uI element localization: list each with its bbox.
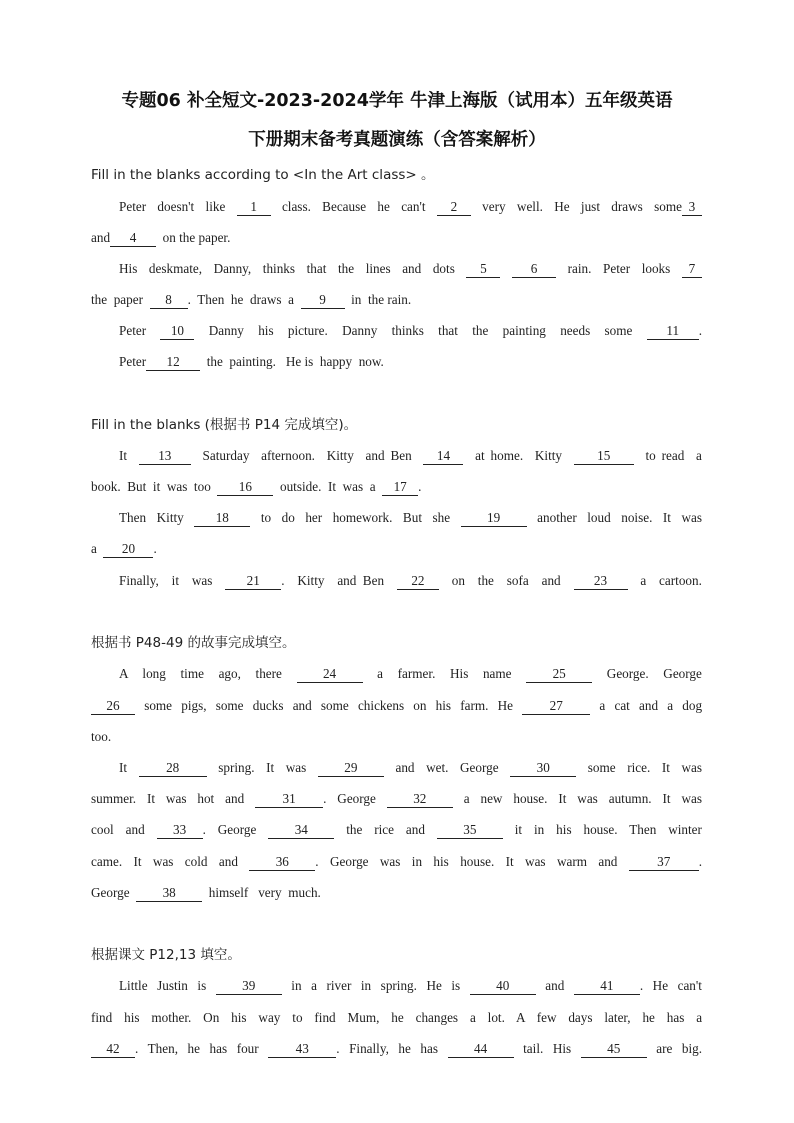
answer-blank[interactable]: 25 — [526, 666, 592, 683]
passage-text: tail. His — [513, 1041, 581, 1056]
text-line — [91, 1040, 702, 1058]
answer-blank[interactable]: 44 — [448, 1041, 514, 1058]
answer-blank[interactable]: 13 — [139, 448, 191, 465]
text-line — [119, 509, 702, 527]
answer-blank[interactable]: 34 — [268, 822, 334, 839]
passage-text: a farmer. His name — [362, 666, 527, 681]
passage-text: and — [535, 978, 574, 993]
answer-blank[interactable]: 17 — [382, 479, 418, 496]
passage-text: . George was in his house. It was warm and — [315, 854, 629, 869]
answer-blank[interactable]: 36 — [249, 854, 315, 871]
passage-text — [500, 261, 512, 276]
answer-blank[interactable]: 42 — [91, 1041, 135, 1058]
text-line — [91, 821, 702, 839]
page-subtitle: 下册期末备考真题演练（含答案解析） — [248, 130, 546, 150]
section-heading: 根据课文 P12,13 填空。 — [91, 947, 241, 963]
text-line — [91, 728, 111, 746]
answer-blank[interactable]: 21 — [225, 573, 281, 590]
answer-blank[interactable]: 39 — [216, 978, 282, 995]
passage-text: cool and — [91, 822, 157, 837]
passage-text: . Then, he has four — [135, 1041, 269, 1056]
answer-blank[interactable]: 27 — [522, 698, 590, 715]
text-line — [91, 291, 411, 309]
passage-text: and wet. George — [383, 760, 511, 775]
page-title: 专题06 补全短文-2023-2024学年 牛津上海版（试用本）五年级英语 — [121, 91, 673, 111]
answer-blank[interactable]: 11 — [647, 323, 699, 340]
passage-text: . Finally, he has — [336, 1041, 448, 1056]
answer-blank[interactable]: 15 — [574, 448, 634, 465]
passage-text: another loud noise. It was — [526, 510, 702, 525]
passage-text: . He can't — [639, 978, 702, 993]
passage-text: a new house. It was autumn. It was — [452, 791, 702, 806]
passage-text: outside. It was a — [273, 479, 383, 494]
answer-blank[interactable]: 33 — [157, 822, 203, 839]
passage-text: in the rain. — [344, 292, 412, 307]
passage-text: Danny his picture. Danny thinks that the painting needs some — [194, 323, 647, 338]
passage-text: are big. — [646, 1041, 703, 1056]
answer-blank[interactable]: 4 — [110, 230, 156, 247]
answer-blank[interactable]: 31 — [255, 791, 323, 808]
passage-text: at home. Kitty — [463, 448, 574, 463]
answer-blank[interactable]: 12 — [146, 354, 200, 371]
passage-text: Peter doesn't like — [119, 199, 237, 214]
passage-text: Finally, it was — [119, 573, 226, 588]
passage-text: a cartoon. — [627, 573, 702, 588]
answer-blank[interactable]: 26 — [91, 698, 135, 715]
text-line — [119, 572, 702, 590]
passage-text: It — [119, 760, 139, 775]
answer-blank[interactable]: 8 — [150, 292, 188, 309]
answer-blank[interactable]: 2 — [437, 199, 471, 216]
text-line — [91, 540, 157, 558]
passage-text: and — [91, 230, 111, 245]
passage-text: to read a — [633, 448, 702, 463]
answer-blank[interactable]: 29 — [318, 760, 384, 777]
passage-text: on the sofa and — [438, 573, 574, 588]
passage-text: very well. He just draws some — [470, 199, 682, 214]
answer-blank[interactable]: 37 — [629, 854, 699, 871]
text-line — [119, 447, 702, 465]
text-line — [119, 260, 702, 278]
text-line — [91, 478, 421, 496]
answer-blank[interactable]: 45 — [581, 1041, 647, 1058]
passage-text: some pigs, some ducks and some chickens on his farm. He — [135, 698, 523, 713]
section-heading: 根据书 P48-49 的故事完成填空。 — [91, 635, 296, 651]
answer-blank[interactable]: 18 — [194, 510, 250, 527]
answer-blank[interactable]: 43 — [268, 1041, 336, 1058]
answer-blank[interactable]: 38 — [136, 885, 202, 902]
text-line — [91, 229, 230, 247]
text-line — [119, 353, 384, 371]
passage-text: the paper — [91, 292, 150, 307]
passage-text: . Kitty and Ben — [281, 573, 397, 588]
passage-text: . — [698, 854, 703, 869]
answer-blank[interactable]: 16 — [217, 479, 273, 496]
passage-text: a — [91, 541, 104, 556]
passage-text: . — [418, 479, 422, 494]
passage-text: a cat and a dog — [590, 698, 703, 713]
passage-text: Then Kitty — [119, 510, 195, 525]
passage-text: in a river in spring. He is — [281, 978, 470, 993]
text-line — [119, 322, 702, 340]
answer-blank[interactable]: 32 — [387, 791, 453, 808]
text-line — [119, 759, 702, 777]
passage-text: . George — [202, 822, 269, 837]
text-line — [91, 884, 321, 902]
passage-text: Peter — [119, 354, 147, 369]
passage-text: . George — [323, 791, 387, 806]
passage-text: book. But it was too — [91, 479, 218, 494]
passage-text: Peter — [119, 323, 161, 338]
text-line — [91, 790, 702, 808]
passage-text: find his mother. On his way to find Mum, he changes a lot. A few days later, he has a — [91, 1010, 703, 1025]
answer-blank[interactable]: 10 — [160, 323, 194, 340]
passage-text: spring. It was — [206, 760, 318, 775]
passage-text: A long time ago, there — [119, 666, 297, 681]
passage-text: George — [91, 885, 137, 900]
passage-text: summer. It was hot and — [91, 791, 256, 806]
section-heading: Fill in the blanks according to <In the Art class> 。 — [91, 167, 435, 183]
passage-text: His deskmate, Danny, thinks that the lines and dots — [119, 261, 467, 276]
passage-text: . Then he draws a — [187, 292, 301, 307]
text-line — [91, 853, 702, 871]
passage-text: it in his house. Then winter — [502, 822, 702, 837]
passage-text: rain. Peter looks — [556, 261, 682, 276]
passage-text: Little Justin is — [119, 978, 216, 993]
passage-text: came. It was cold and — [91, 854, 250, 869]
answer-blank[interactable]: 5 — [466, 261, 500, 278]
answer-blank[interactable]: 35 — [437, 822, 503, 839]
answer-blank[interactable]: 6 — [512, 261, 556, 278]
answer-blank[interactable]: 23 — [574, 573, 628, 590]
passage-text: himself very much. — [202, 885, 321, 900]
answer-blank[interactable]: 40 — [470, 978, 536, 995]
answer-blank[interactable]: 20 — [103, 541, 153, 558]
answer-blank[interactable]: 9 — [301, 292, 345, 309]
answer-blank[interactable]: 1 — [237, 199, 271, 216]
passage-text: too. — [91, 729, 112, 744]
passage-text: the painting. He is happy now. — [200, 354, 384, 369]
answer-blank[interactable]: 22 — [397, 573, 439, 590]
answer-blank[interactable]: 3 — [682, 199, 702, 216]
passage-text: It — [119, 448, 139, 463]
passage-text: George. George — [592, 666, 702, 681]
answer-blank[interactable]: 19 — [461, 510, 527, 527]
passage-text: some rice. It was — [576, 760, 703, 775]
passage-text: Saturday afternoon. Kitty and Ben — [190, 448, 424, 463]
passage-text: class. Because he can't — [270, 199, 437, 214]
section-heading: Fill in the blanks (根据书 P14 完成填空)。 — [91, 417, 358, 433]
answer-blank[interactable]: 14 — [423, 448, 463, 465]
passage-text: to do her homework. But she — [250, 510, 461, 525]
text-line — [119, 665, 702, 683]
answer-blank[interactable]: 28 — [139, 760, 207, 777]
answer-blank[interactable]: 7 — [682, 261, 702, 278]
passage-text: . — [153, 541, 157, 556]
text-line — [119, 977, 702, 995]
answer-blank[interactable]: 41 — [574, 978, 640, 995]
answer-blank[interactable]: 24 — [297, 666, 363, 683]
text-line — [119, 198, 702, 216]
text-line — [91, 697, 702, 715]
answer-blank[interactable]: 30 — [510, 760, 576, 777]
passage-text: the rice and — [334, 822, 437, 837]
text-line — [91, 1009, 702, 1027]
passage-text: on the paper. — [156, 230, 231, 245]
passage-text: . — [698, 323, 702, 338]
